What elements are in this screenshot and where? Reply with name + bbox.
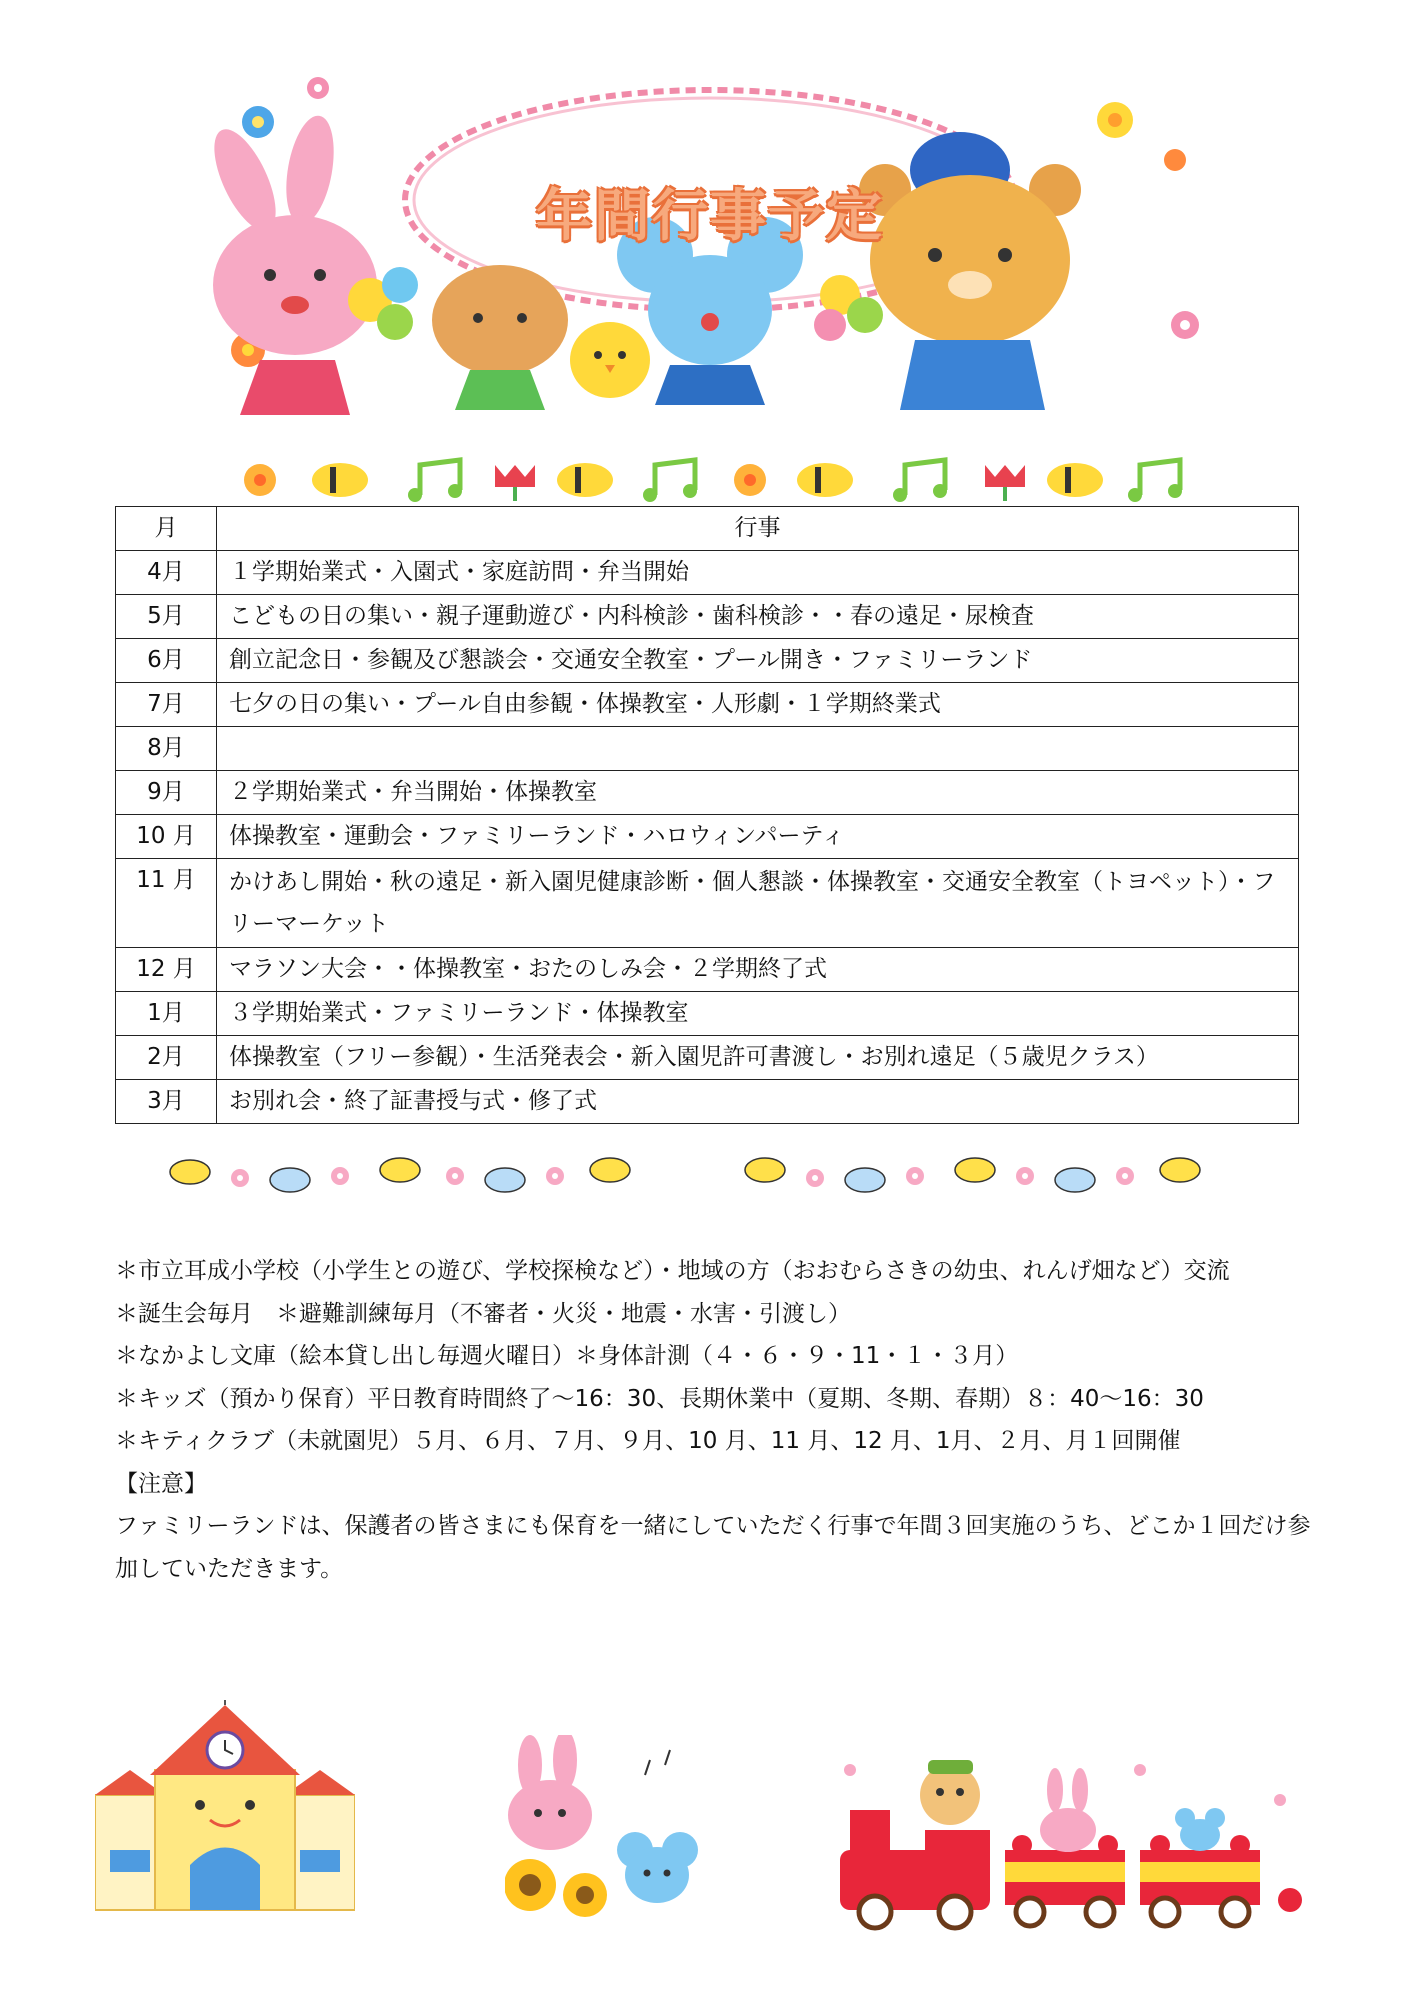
note-line: ＊なかよし文庫（絵本貸し出し毎週火曜日）＊身体計測（４・６・９・11・１・３月） <box>115 1343 1019 1369</box>
month-cell: 1月 <box>116 992 217 1036</box>
music-note-icon <box>408 460 462 502</box>
flower-icon <box>1164 149 1186 171</box>
month-cell: 12 月 <box>116 948 217 992</box>
notes-section <box>115 1250 1315 1590</box>
table-row <box>116 1080 1299 1124</box>
flower-icon <box>244 464 276 496</box>
sunflower-icon <box>505 1859 556 1911</box>
events-cell: 体操教室・運動会・ファミリーランド・ハロウィンパーティ <box>217 815 1299 859</box>
table-row <box>116 639 1299 683</box>
events-cell: 創立記念日・参観及び懇談会・交通安全教室・プール開き・ファミリーランド <box>217 639 1299 683</box>
month-cell: 2月 <box>116 1036 217 1080</box>
chick-icon <box>570 322 650 398</box>
events-cell: かけあし開始・秋の遠足・新入園児健康診断・個人懇談・体操教室・交通安全教室（トヨペット）・フリーマーケット <box>217 859 1299 948</box>
events-cell: 体操教室（フリー参観）・生活発表会・新入園児許可書渡し・お別れ遠足（５歳児クラス） <box>217 1036 1299 1080</box>
sunflower-icon <box>563 1873 607 1917</box>
butterfly-icon <box>270 1168 310 1192</box>
flower-icon <box>307 77 329 99</box>
month-cell: 4月 <box>116 551 217 595</box>
butterfly-icon <box>745 1158 785 1182</box>
cart-icon <box>1140 1850 1260 1926</box>
cart-icon <box>1005 1850 1125 1926</box>
events-cell: マラソン大会・・体操教室・おたのしみ会・２学期終了式 <box>217 948 1299 992</box>
butterfly-icon <box>485 1168 525 1192</box>
dog-icon <box>920 1760 980 1825</box>
butterfly-icon <box>1055 1168 1095 1192</box>
table-row <box>116 771 1299 815</box>
table-row <box>116 595 1299 639</box>
mouse-icon <box>1175 1808 1225 1851</box>
month-cell: 10 月 <box>116 815 217 859</box>
events-cell <box>217 727 1299 771</box>
header-month: 月 <box>116 507 217 551</box>
events-table <box>115 506 1299 1124</box>
tulip-icon <box>985 465 1025 501</box>
events-cell: ２学期始業式・弁当開始・体操教室 <box>217 771 1299 815</box>
month-cell: 5月 <box>116 595 217 639</box>
tanuki-icon <box>432 265 568 410</box>
month-cell: 7月 <box>116 683 217 727</box>
events-cell: お別れ会・終了証書授与式・修了式 <box>217 1080 1299 1124</box>
decorative-border-top <box>235 455 1195 505</box>
bee-icon <box>1047 463 1103 497</box>
table-row <box>116 551 1299 595</box>
bee-icon <box>557 463 613 497</box>
train-illustration <box>830 1740 1320 1940</box>
flower-icon <box>1016 1167 1034 1185</box>
note-line: ＊キティクラブ（未就園児）５月、６月、７月、９月、10 月、11 月、12 月、1月、２月、月１回開催 <box>115 1428 1181 1454</box>
flower-icon <box>1171 311 1199 339</box>
table-row <box>116 992 1299 1036</box>
caution-heading: 【注意】 <box>115 1470 207 1497</box>
rabbit-icon <box>1040 1768 1096 1852</box>
decorative-border-bottom <box>160 1150 1260 1200</box>
locomotive-icon <box>840 1810 990 1928</box>
music-note-icon <box>1128 460 1182 502</box>
school-building-icon <box>95 1700 355 1915</box>
music-note-icon <box>893 460 947 502</box>
note-line: ＊キッズ（預かり保育）平日教育時間終了～16：30、長期休業中（夏期、冬期、春期）８：40～16：30 <box>115 1385 1204 1412</box>
rabbit-icon <box>202 112 377 415</box>
bee-icon <box>797 463 853 497</box>
month-cell: 11 月 <box>116 859 217 948</box>
events-cell: 七夕の日の集い・プール自由参観・体操教室・人形劇・１学期終業式 <box>217 683 1299 727</box>
table-row <box>116 859 1299 948</box>
rabbit-and-mouse-illustration <box>505 1735 700 1925</box>
flower-icon <box>446 1167 464 1185</box>
bee-icon <box>312 463 368 497</box>
caution-text: ファミリーランドは、保護者の皆さまにも保育を一緒にしていただく行事で年間３回実施のうち、どこか１回だけ参加していただきます。 <box>115 1513 1311 1582</box>
butterfly-icon <box>170 1160 210 1184</box>
flower-icon <box>1116 1167 1134 1185</box>
note-line: ＊市立耳成小学校（小学生との遊び、学校探検など）・地域の方（おおむらさきの幼虫、れんげ畑など）交流 <box>115 1258 1230 1284</box>
butterfly-icon <box>590 1158 630 1182</box>
flower-icon <box>331 1167 349 1185</box>
table-row <box>116 683 1299 727</box>
music-note-icon <box>643 460 697 502</box>
butterfly-icon <box>955 1158 995 1182</box>
flower-icon <box>546 1167 564 1185</box>
butterfly-icon <box>380 1158 420 1182</box>
flower-icon <box>1097 102 1133 138</box>
flower-icon <box>906 1167 924 1185</box>
flower-icon <box>734 464 766 496</box>
flower-icon <box>242 106 274 138</box>
events-cell: ３学期始業式・ファミリーランド・体操教室 <box>217 992 1299 1036</box>
events-cell: こどもの日の集い・親子運動遊び・内科検診・歯科検診・・春の遠足・尿検査 <box>217 595 1299 639</box>
page-title: 年間行事予定 <box>536 184 884 249</box>
month-cell: 9月 <box>116 771 217 815</box>
flower-icon <box>844 1764 1286 1806</box>
flower-icon <box>806 1169 824 1187</box>
table-header-row <box>116 507 1299 551</box>
flower-icon <box>231 1169 249 1187</box>
month-cell: 3月 <box>116 1080 217 1124</box>
note-line: ＊誕生会毎月 ＊避難訓練毎月（不審者・火災・地震・水害・引渡し） <box>115 1300 851 1327</box>
table-row <box>116 948 1299 992</box>
butterfly-icon <box>1160 1158 1200 1182</box>
table-row <box>116 727 1299 771</box>
header-events: 行事 <box>217 507 1299 551</box>
table-row <box>116 815 1299 859</box>
butterfly-icon <box>845 1168 885 1192</box>
table-row <box>116 1036 1299 1080</box>
tulip-icon <box>495 465 535 501</box>
month-cell: 8月 <box>116 727 217 771</box>
month-cell: 6月 <box>116 639 217 683</box>
events-cell: １学期始業式・入園式・家庭訪問・弁当開始 <box>217 551 1299 595</box>
